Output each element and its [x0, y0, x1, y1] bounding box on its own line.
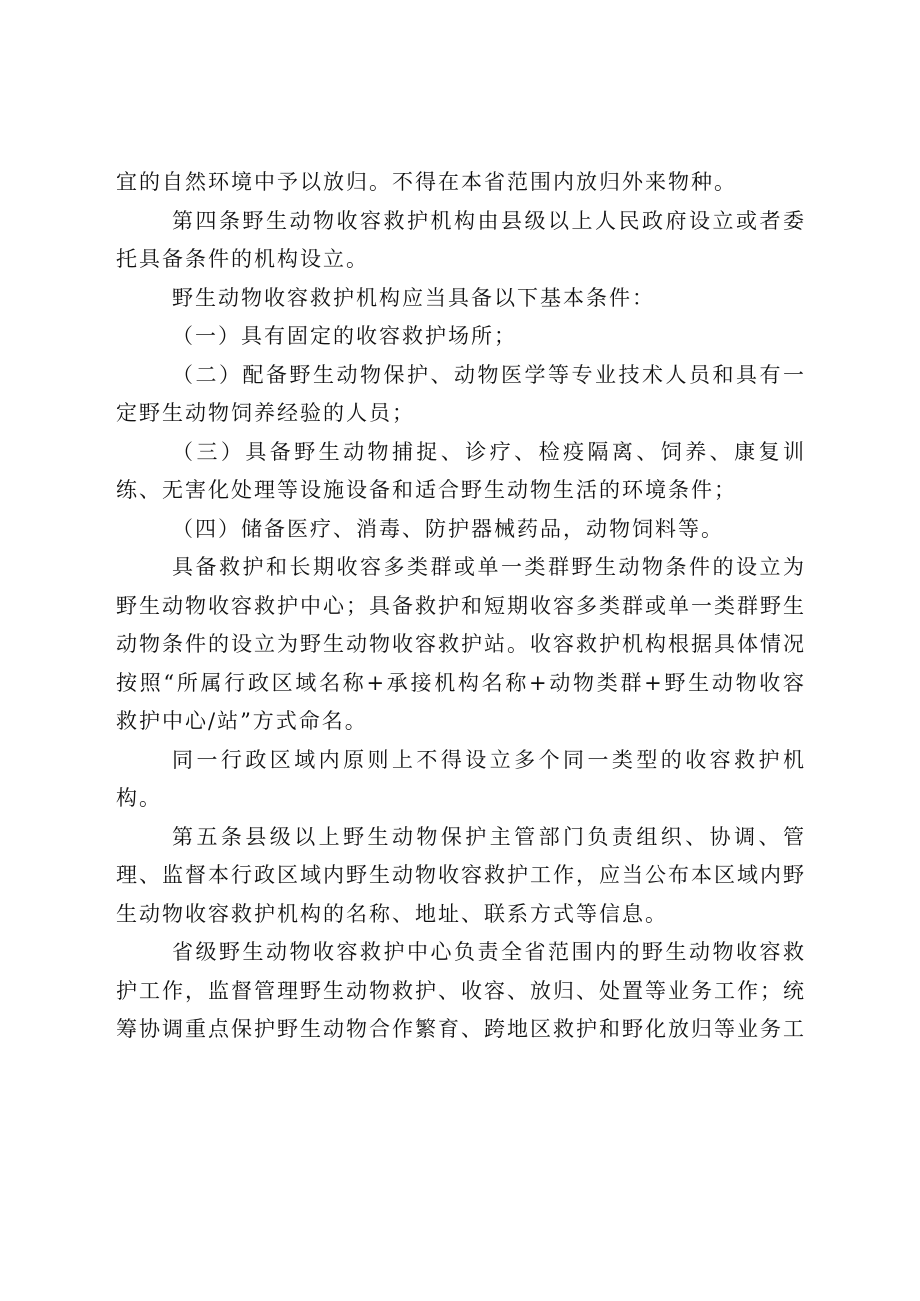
paragraph-article-4: 第四条野生动物收容救护机构由县级以上人民政府设立或者委托具备条件的机构设立。 — [116, 208, 806, 271]
paragraph-article-5: 第五条县级以上野生动物保护主管部门负责组织、协调、管理、监督本行政区域内野生动物收容救护工作，应当公布本区域内野生动物收容救护机构的名称、地址、联系方式等信息。 — [116, 824, 806, 926]
paragraph-same-region-rule: 同一行政区域内原则上不得设立多个同一类型的收容救护机构。 — [116, 747, 806, 810]
paragraph-condition-1: （一）具有固定的收容救护场所； — [172, 324, 517, 348]
paragraph-center-station-naming: 具备救护和长期收容多类群或单一类群野生动物条件的设立为野生动物收容救护中心；具备救护和短期收容多类群或单一类群野生动物条件的设立为野生动物收容救护站。收容救护机构根据具体情况按照“所属行政区域名称+承接机构名称+动物类群+野生动物收容救护中心/站”方式命名。 — [116, 555, 806, 733]
paragraph-provincial-center: 省级野生动物收容救护中心负责全省范围内的野生动物收容救护工作，监督管理野生动物救护、收容、放归、处置等业务工作；统筹协调重点保护野生动物合作繁育、跨地区救护和野化放归等业务工 — [116, 940, 806, 1041]
paragraph-basic-conditions: 野生动物收容救护机构应当具备以下基本条件： — [172, 285, 655, 310]
document-body — [116, 163, 806, 1049]
paragraph-continuation: 宜的自然环境中予以放归。不得在本省范围内放归外来物种。 — [116, 170, 737, 194]
paragraph-condition-4: （四）储备医疗、消毒、防护器械药品，动物饲料等。 — [172, 516, 724, 541]
paragraph-condition-3: （三）具备野生动物捕捉、诊疗、检疫隔离、饲养、康复训练、无害化处理等设施设备和适合野生动物生活的环境条件； — [116, 439, 806, 502]
paragraph-condition-2: （二）配备野生动物保护、动物医学等专业技术人员和具有一定野生动物饲养经验的人员； — [116, 362, 806, 425]
